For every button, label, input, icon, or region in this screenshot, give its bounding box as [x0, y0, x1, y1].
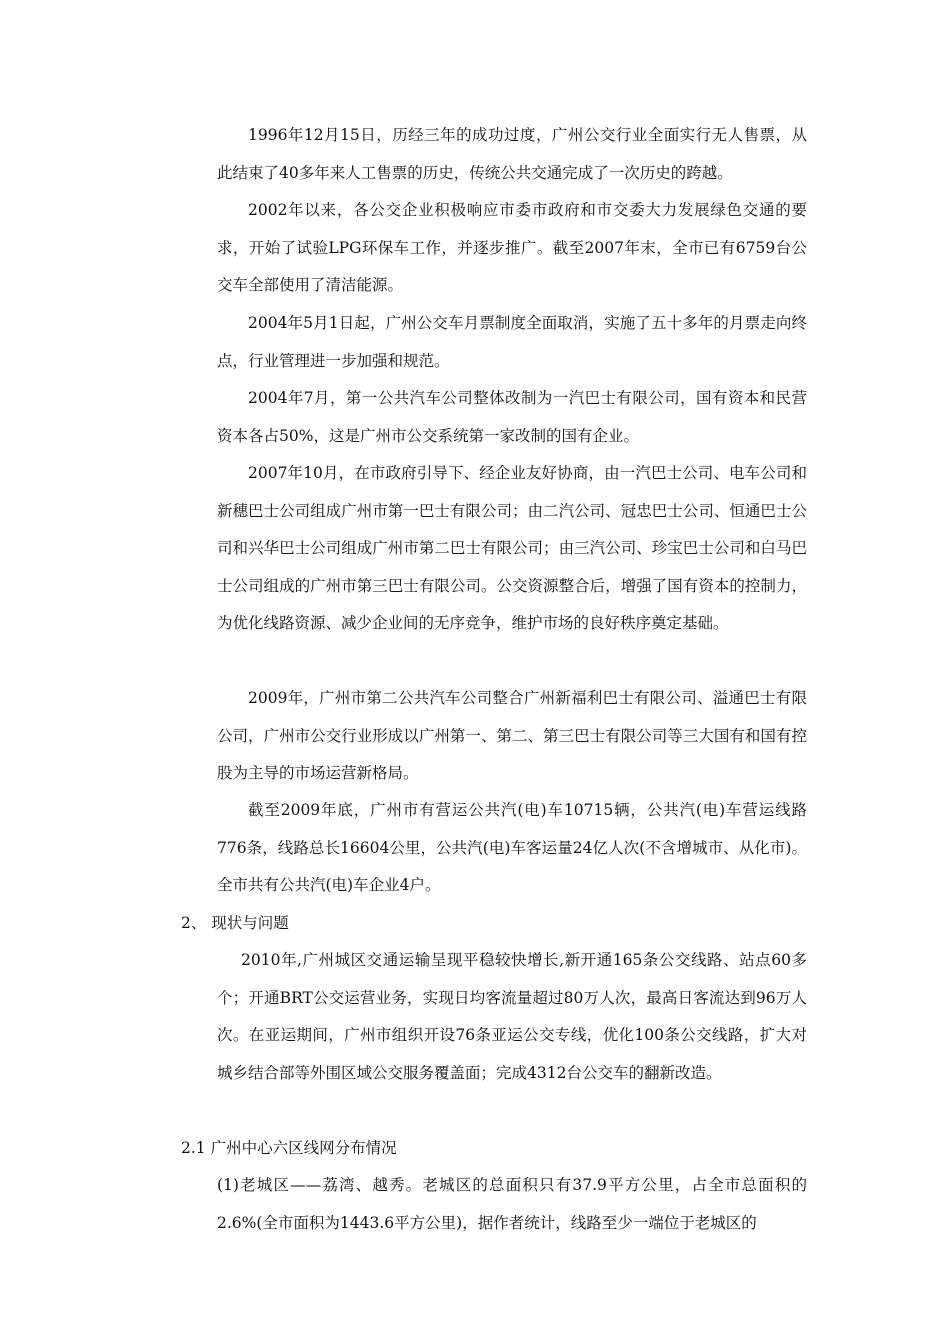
paragraph-2002-lpg-buses: 2002年以来，各公交企业积极响应市委市政府和市交委大力发展绿色交通的要求，开始了试验LPG环保车工作，并逐步推广。截至2007年末，全市已有6759台公交车全部使用了清洁能源。 [217, 201, 807, 294]
paragraph-2009-statistics: 截至2009年底，广州市有营运公共汽(电)车10715辆，公共汽(电)车营运线路776条，线路总长16604公里，公共汽(电)车客运量24亿人次(不含增城市、从化市)。全市共有公共汽(电)车企业4户。 [217, 801, 807, 894]
paragraph-1996-no-conductor: 1996年12月15日，历经三年的成功过度，广州公交行业全面实行无人售票，从此结束了40多年来人工售票的历史，传统公共交通完成了一次历史的跨越。 [217, 126, 807, 182]
section-heading-network-distribution: 2.1 广州中心六区线网分布情况 [181, 1139, 397, 1157]
paragraph-2009-integration: 2009年，广州市第二公共汽车公司整合广州新福利巴士有限公司、溢通巴士有限公司，广州市公交行业形成以广州第一、第二、第三巴士有限公司等三大国有和国有控股为主导的市场运营新格局。 [217, 689, 807, 782]
paragraph-2004-restructuring: 2004年7月，第一公共汽车公司整体改制为一汽巴士有限公司，国有资本和民营资本各占50%，这是广州市公交系统第一家改制的国有企业。 [217, 389, 807, 445]
paragraph-2004-monthly-pass: 2004年5月1日起，广州公交车月票制度全面取消，实施了五十多年的月票走向终点，行业管理进一步加强和规范。 [217, 314, 807, 370]
paragraph-2007-consolidation: 2007年10月，在市政府引导下、经企业友好协商，由一汽巴士公司、电车公司和新穗巴士公司组成广州市第一巴士有限公司；由二汽公司、冠忠巴士公司、恒通巴士公司和兴华巴士公司组成广州市第二巴士有限公司；由三汽公司、珍宝巴士公司和白马巴士公司组成的广州市第三巴士有限公司。公交资源整合后，增强了国有资本的控制力，为优化线路资源、减少企业间的无序竞争，维护市场的良好秩序奠定基础。 [217, 464, 807, 632]
paragraph-old-city-district: (1)老城区——荔湾、越秀。老城区的总面积只有37.9平方公里，占全市总面积的2.6%(全市面积为1443.6平方公里)，据作者统计，线路至少一端位于老城区的 [217, 1176, 807, 1232]
section-heading-status-and-problems: 2、 现状与问题 [181, 914, 289, 932]
paragraph-2010-growth: 2010年,广州城区交通运输呈现平稳较快增长,新开通165条公交线路、站点60多个；开通BRT公交运营业务，实现日均客流量超过80万人次，最高日客流达到96万人次。在亚运期间，广州市组织开设76条亚运公交专线，优化100条公交线路，扩大对城乡结合部等外围区域公交服务覆盖面；完成4312台公交车的翻新改造。 [217, 951, 807, 1082]
